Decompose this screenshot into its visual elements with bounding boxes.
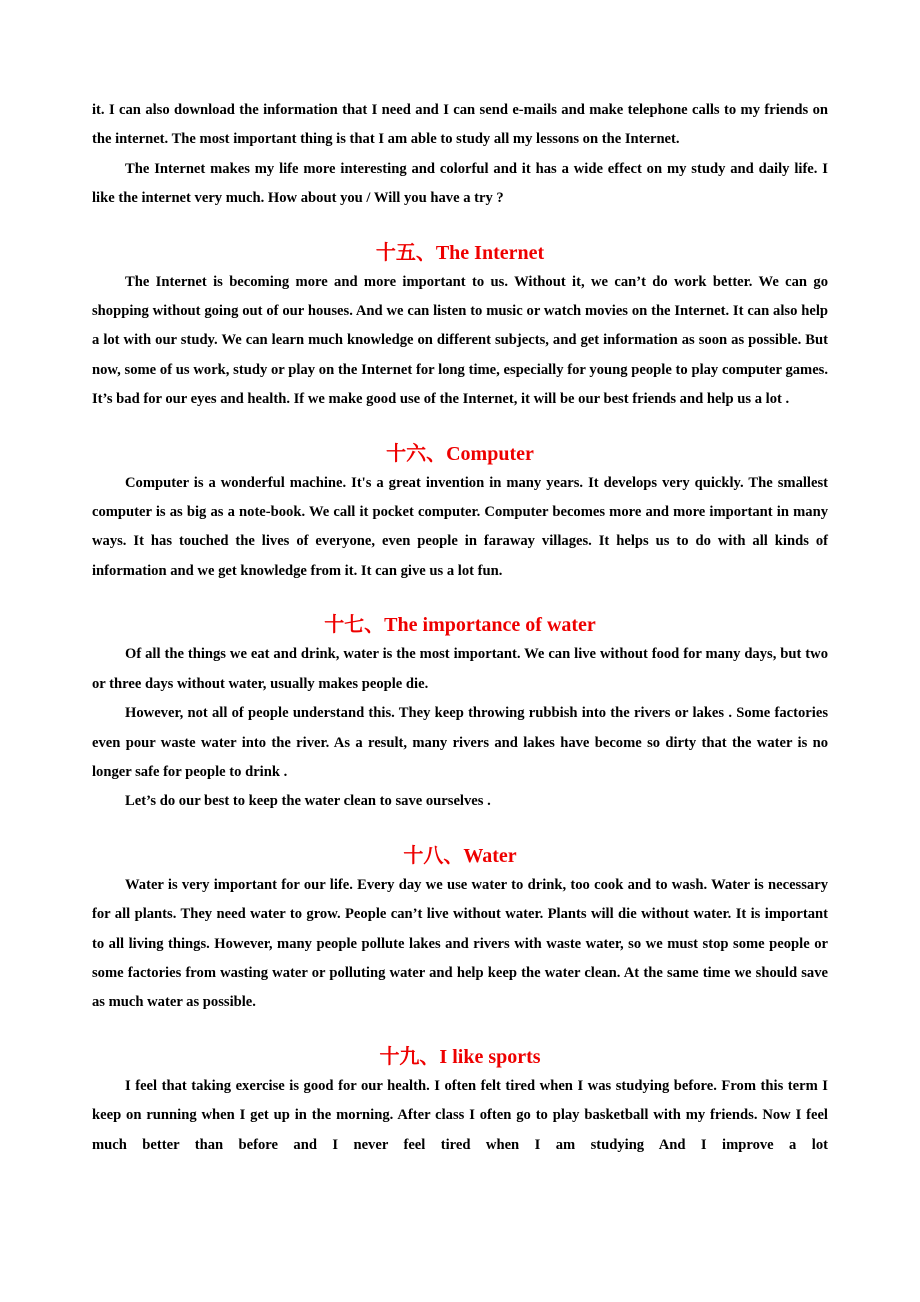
intro-paragraph-2: The Internet makes my life more interesting and colorful and it has a wide effect on my study and daily life. I like the internet very much. How about you / Will you have a try ? (92, 160, 828, 207)
section-importance-of-water (92, 611, 828, 816)
section-heading: 十六、Computer (386, 442, 534, 465)
section-paragraph: I feel that taking exercise is good for our health. I often felt tired when I was studying before. From this term I keep on running when I get up in the morning. After class I often go to play basketball with my friends. Now I feel much better than before and I never feel tired when I am studying And I improve a lot (92, 1077, 828, 1153)
section-the-internet (92, 239, 828, 415)
intro-continuation (92, 96, 828, 214)
section-paragraph: Let’s do our best to keep the water clean to save ourselves . (125, 793, 491, 810)
section-paragraph: Of all the things we eat and drink, water is the most important. We can live without food for many days, but two or three days without water, usually makes people die. (92, 646, 828, 692)
intro-paragraph-1: it. I can also download the information that I need and I can send e-mails and make telephone calls to my friends on the internet. The most important thing is that I am able to study all my lessons on the Internet. (92, 102, 828, 148)
section-water (92, 842, 828, 1018)
section-computer (92, 440, 828, 587)
section-paragraph: However, not all of people understand this. They keep throwing rubbish into the rivers or lakes . Some factories even pour waste water into the river. As a result, many rivers and lakes have become so dirty that the water is no longer safe for people to drink . (92, 705, 828, 780)
section-heading: 十五、The Internet (375, 241, 545, 264)
document-page (92, 96, 828, 1160)
section-heading: 十七、The importance of water (324, 614, 596, 637)
section-i-like-sports (92, 1043, 828, 1160)
section-paragraph: Computer is a wonderful machine. It's a great invention in many years. It develops very quickly. The smallest computer is as big as a note-book. We call it pocket computer. Computer becomes more and more important in many ways. It has touched the lives of everyone, even people in faraway villages. It helps us to do with all kinds of information and we get knowledge from it. It can give us a lot fun. (92, 474, 828, 579)
section-heading: 十八、Water (403, 844, 517, 867)
section-paragraph: Water is very important for our life. Every day we use water to drink, too cook and to wash. Water is necessary for all plants. They need water to grow. People can’t live without water. Plants will die without water. It is important to all living things. However, many people pollute lakes and rivers with waste water, so we must stop some people or some factories from wasting water or polluting water and help keep the water clean. At the same time we should save as much water as possible. (92, 876, 828, 1011)
section-heading: 十九、I like sports (379, 1045, 541, 1068)
section-paragraph: The Internet is becoming more and more important to us. Without it, we can’t do work better. We can go shopping without going out of our houses. And we can listen to music or watch movies on the Internet. It can also help a lot with our study. We can learn much knowledge on different subjects, and get information as soon as possible. But now, some of us work, study or play on the Internet for long time, especially for young people to play computer games. It’s bad for our eyes and health. If we make good use of the Internet, it will be our best friends and help us a lot . (92, 273, 828, 408)
